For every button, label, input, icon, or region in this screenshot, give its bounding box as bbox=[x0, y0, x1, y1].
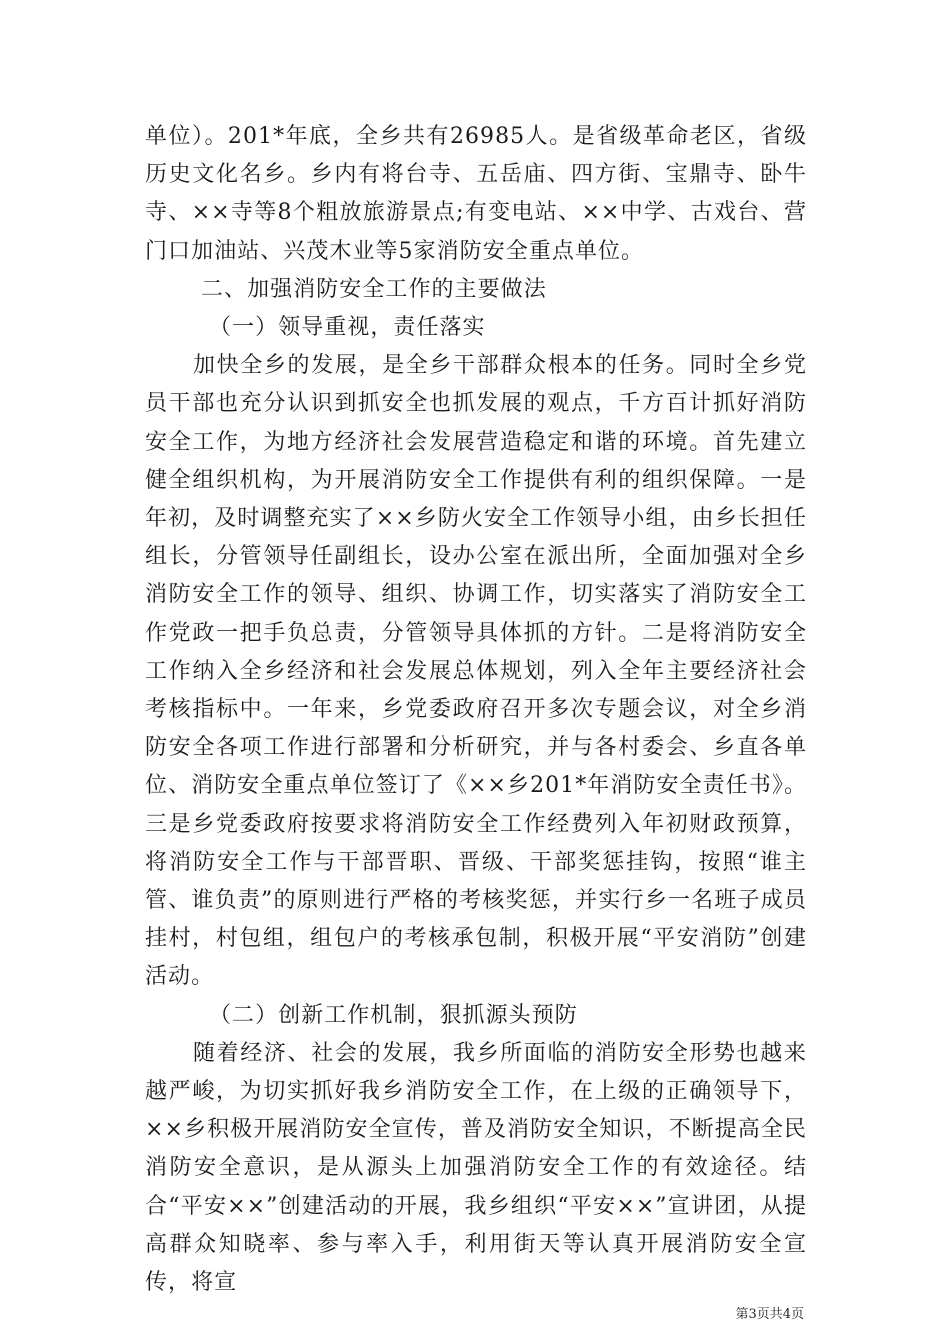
subsection-heading-1: （一）领导重视，责任落实 bbox=[209, 315, 486, 341]
document-body bbox=[145, 118, 807, 1302]
subsection-heading-2: （二）创新工作机制，狠抓源头预防 bbox=[209, 1002, 578, 1028]
paragraph-leadership: 加快全乡的发展，是全乡干部群众根本的任务。同时全乡党员干部也充分认识到抓安全也抓发展的观点，千方百计抓好消防安全工作，为地方经济社会发展营造稳定和谐的环境。首先建立健全组织机构，为开展消防安全工作提供有利的组织保障。一是年初，及时调整充实了××乡防火安全工作领导小组，由乡长担任组长，分管领导任副组长，设办公室在派出所，全面加强对全乡消防安全工作的领导、组织、协调工作，切实落实了消防安全工作党政一把手负总责，分管领导具体抓的方针。二是将消防安全工作纳入全乡经济和社会发展总体规划，列入全年主要经济社会考核指标中。一年来，乡党委政府召开多次专题会议，对全乡消防安全各项工作进行部署和分析研究，并与各村委会、乡直各单位、消防安全重点单位签订了《××乡201*年消防安全责任书》。三是乡党委政府按要求将消防安全工作经费列入年初财政预算，将消防安全工作与干部晋职、晋级、干部奖惩挂钩，按照“谁主管、谁负责”的原则进行严格的考核奖惩，并实行乡一名班子成员挂村，村包组，组包户的考核承包制，积极开展“平安消防”创建活动。 bbox=[145, 353, 807, 990]
paragraph-intro-continued: 单位）。201*年底，全乡共有26985人。是省级革命老区，省级历史文化名乡。乡内有将台寺、五岳庙、四方街、宝鼎寺、卧牛寺、××寺等8个粗放旅游景点;有变电站、××中学、古戏台、营门口加油站、兴茂木业等5家消防安全重点单位。 bbox=[145, 124, 807, 264]
paragraph-mechanism: 随着经济、社会的发展，我乡所面临的消防安全形势也越来越严峻，为切实抓好我乡消防安全工作，在上级的正确领导下，××乡积极开展消防安全宣传，普及消防安全知识，不断提高全民消防安全意识，是从源头上加强消防安全工作的有效途径。结合“平安××”创建活动的开展，我乡组织“平安××”宣讲团，从提高群众知晓率、参与率入手，利用街天等认真开展消防安全宣传，将宣 bbox=[145, 1040, 807, 1296]
section-heading: 二、加强消防安全工作的主要做法 bbox=[201, 276, 547, 302]
page-number-footer: 第3页共4页 bbox=[735, 1307, 804, 1322]
